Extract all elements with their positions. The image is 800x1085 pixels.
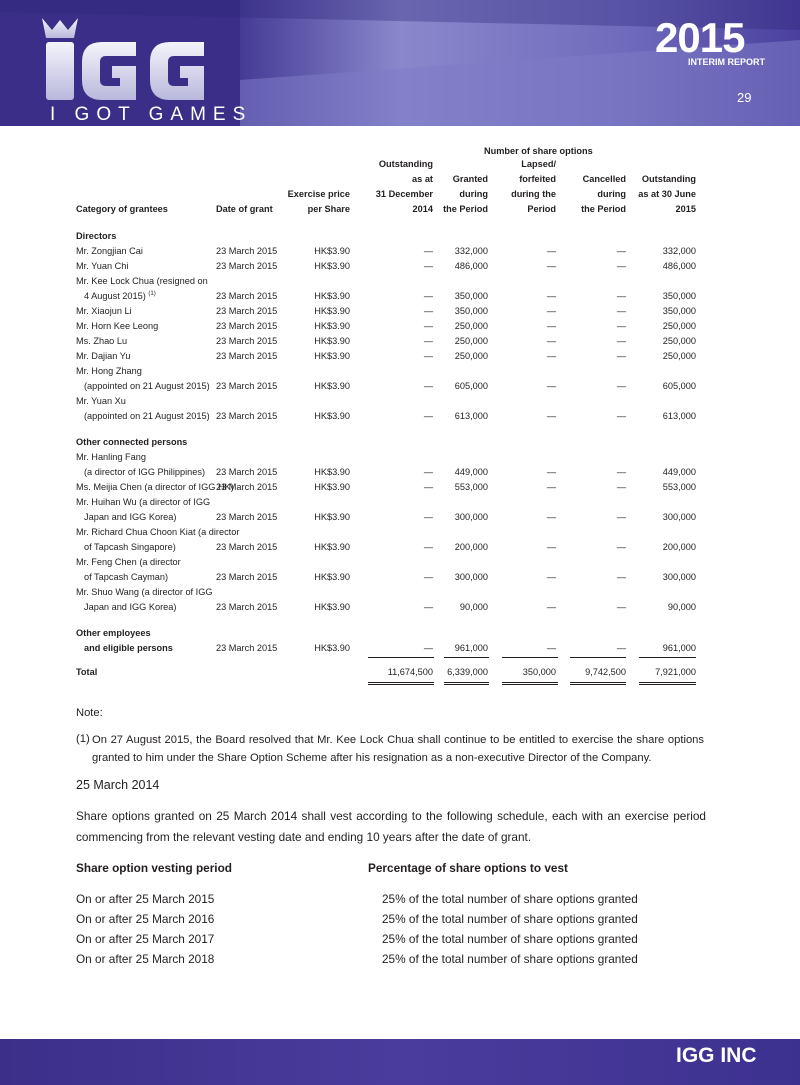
grant-date: 23 March 2015 <box>216 306 278 316</box>
grantee-name: Mr. Xiaojun Li <box>76 306 132 316</box>
col-cancelled-l2: during <box>597 189 626 199</box>
table-row <box>76 336 696 348</box>
table-row <box>76 542 696 554</box>
double-rule <box>502 682 558 685</box>
col-granted-l3: the Period <box>443 204 488 214</box>
report-label: INTERIM REPORT <box>688 57 766 67</box>
logo-tagline: I GOT GAMES <box>50 104 253 125</box>
vesting-period: On or after 25 March 2016 <box>76 912 215 926</box>
outstanding-2014: — <box>423 291 433 301</box>
outstanding-2015: 300,000 <box>662 572 696 582</box>
outstanding-2014: — <box>423 306 433 316</box>
grant-date: 23 March 2015 <box>216 381 278 391</box>
vesting-percentage-header: Percentage of share options to vest <box>368 861 568 875</box>
outstanding-2014: — <box>423 246 433 256</box>
grantee-name: Mr. Horn Kee Leong <box>76 321 159 331</box>
cancelled: — <box>616 602 626 612</box>
exercise-price: HK$3.90 <box>314 351 350 361</box>
vesting-period: On or after 25 March 2018 <box>76 952 215 966</box>
double-rule <box>368 682 434 685</box>
grant-date: 23 March 2015 <box>216 246 278 256</box>
outstanding-2015: 449,000 <box>662 467 696 477</box>
lapsed: — <box>546 381 556 391</box>
outstanding-2015: 350,000 <box>662 291 696 301</box>
note-marker: (1) <box>148 291 156 297</box>
grant-date: 23 March 2015 <box>216 351 278 361</box>
total-lapsed: 350,000 <box>522 667 556 677</box>
granted: 300,000 <box>454 572 488 582</box>
grant-date: 23 March 2015 <box>216 467 278 477</box>
outstanding-2014: — <box>423 411 433 421</box>
table-header-row-3 <box>76 189 696 201</box>
table-group-header-row <box>76 146 696 158</box>
col-lapsed-l4: Period <box>527 204 556 214</box>
table-row-line1 <box>76 587 696 599</box>
exercise-price: HK$3.90 <box>314 572 350 582</box>
col-lapsed-l2: forfeited <box>519 174 556 184</box>
outstanding-2015: 300,000 <box>662 512 696 522</box>
outstanding-2014: — <box>423 643 433 653</box>
granted: 486,000 <box>454 261 488 271</box>
double-rule <box>444 682 489 685</box>
exercise-price: HK$3.90 <box>314 411 350 421</box>
section-label: Other employees <box>76 628 151 638</box>
table-row <box>76 643 696 655</box>
granted: 605,000 <box>454 381 488 391</box>
table-row <box>76 572 696 584</box>
col-lapsed-l3: during the <box>511 189 556 199</box>
page-number: 29 <box>737 90 752 105</box>
exercise-price: HK$3.90 <box>314 643 350 653</box>
granted: 961,000 <box>454 643 488 653</box>
outstanding-2015: 250,000 <box>662 336 696 346</box>
section-heading: 25 March 2014 <box>76 778 160 792</box>
grant-date: 23 March 2015 <box>216 602 278 612</box>
exercise-price: HK$3.90 <box>314 246 350 256</box>
vesting-period: On or after 25 March 2015 <box>76 892 215 906</box>
section-label-line2: and eligible persons <box>84 643 173 653</box>
double-rule <box>570 682 626 685</box>
table-row-line1 <box>76 497 696 509</box>
lapsed: — <box>546 291 556 301</box>
table-row-line1 <box>76 276 696 288</box>
exercise-price: HK$3.90 <box>314 261 350 271</box>
grantee-name: Mr. Hanling Fang <box>76 452 146 462</box>
col-price-l1: Exercise price <box>287 189 350 199</box>
exercise-price: HK$3.90 <box>314 482 350 492</box>
outstanding-2014: — <box>423 602 433 612</box>
outstanding-2015: 250,000 <box>662 351 696 361</box>
cancelled: — <box>616 381 626 391</box>
grantee-name: Mr. Yuan Xu <box>76 396 126 406</box>
outstanding-2014: — <box>423 512 433 522</box>
table-row <box>76 411 696 423</box>
igg-logo-icon <box>40 16 220 102</box>
outstanding-2015: 486,000 <box>662 261 696 271</box>
lapsed: — <box>546 261 556 271</box>
grant-date: 23 March 2015 <box>216 336 278 346</box>
outstanding-2015: 605,000 <box>662 381 696 391</box>
lapsed: — <box>546 351 556 361</box>
grantee-name: Mr. Yuan Chi <box>76 261 129 271</box>
cancelled: — <box>616 512 626 522</box>
grantee-name: Mr. Huihan Wu (a director of IGG <box>76 497 211 507</box>
section-label: Other connected persons <box>76 437 188 447</box>
total-label: Total <box>76 667 98 677</box>
exercise-price: HK$3.90 <box>314 381 350 391</box>
table-row <box>76 246 696 258</box>
grantee-name-line2: (appointed on 21 August 2015) <box>84 381 210 391</box>
table-header-row-2 <box>76 174 696 186</box>
col-cancelled-l1: Cancelled <box>582 174 626 184</box>
table-row <box>76 602 696 614</box>
granted: 250,000 <box>454 336 488 346</box>
table-row-line1 <box>76 396 696 408</box>
col-outstanding-l3: 31 December <box>375 189 433 199</box>
grant-date: 23 March 2015 <box>216 321 278 331</box>
table-total-values <box>76 667 696 679</box>
page-header <box>0 0 800 126</box>
lapsed: — <box>546 467 556 477</box>
col-price-l2: per Share <box>307 204 350 214</box>
col-granted-l1: Granted <box>452 174 488 184</box>
lapsed: — <box>546 336 556 346</box>
table-row <box>76 467 696 479</box>
total-cancelled: 9,742,500 <box>585 667 626 677</box>
total-granted: 6,339,000 <box>447 667 488 677</box>
grantee-name-line2: Japan and IGG Korea) <box>84 602 177 612</box>
grant-date: 23 March 2015 <box>216 482 278 492</box>
grantee-name-line2: of Tapcash Cayman) <box>84 572 169 582</box>
vesting-period: On or after 25 March 2017 <box>76 932 215 946</box>
grant-date: 23 March 2015 <box>216 512 278 522</box>
vesting-percentage: 25% of the total number of share options granted <box>382 912 638 926</box>
granted: 449,000 <box>454 467 488 477</box>
col-end-l3: 2015 <box>675 204 696 214</box>
note-number: (1) <box>76 733 90 745</box>
lapsed: — <box>546 306 556 316</box>
vesting-percentage: 25% of the total number of share options granted <box>382 932 638 946</box>
rule <box>502 657 558 658</box>
grant-date: 23 March 2015 <box>216 643 278 653</box>
section-label: Directors <box>76 231 117 241</box>
outstanding-2014: — <box>423 467 433 477</box>
col-date: Date of grant <box>216 204 273 214</box>
exercise-price: HK$3.90 <box>314 336 350 346</box>
outstanding-2015: 200,000 <box>662 542 696 552</box>
col-cancelled-l3: the Period <box>581 204 626 214</box>
grantee-name-cont <box>76 291 156 301</box>
section-connected <box>76 437 696 449</box>
granted: 332,000 <box>454 246 488 256</box>
grant-date: 23 March 2015 <box>216 411 278 421</box>
cancelled: — <box>616 306 626 316</box>
col-outstanding-l1: Outstanding <box>378 159 433 169</box>
lapsed: — <box>546 572 556 582</box>
grantee-name-line2: (a director of IGG Philippines) <box>84 467 206 477</box>
total-outstanding-2015: 7,921,000 <box>655 667 696 677</box>
outstanding-2014: — <box>423 321 433 331</box>
lapsed: — <box>546 542 556 552</box>
rule <box>570 657 626 658</box>
table-row <box>76 306 696 318</box>
outstanding-2015: 90,000 <box>667 602 696 612</box>
col-category: Category of grantees <box>76 204 168 214</box>
lapsed: — <box>546 246 556 256</box>
grantee-name: Mr. Feng Chen (a director <box>76 557 181 567</box>
col-granted-l2: during <box>459 189 488 199</box>
outstanding-2015: 332,000 <box>662 246 696 256</box>
granted: 200,000 <box>454 542 488 552</box>
grantee-name: Mr. Dajian Yu <box>76 351 131 361</box>
outstanding-2014: — <box>423 336 433 346</box>
table-row <box>76 351 696 363</box>
cancelled: — <box>616 261 626 271</box>
total-outstanding-2014: 11,674,500 <box>387 667 433 677</box>
col-end-l2: as at 30 June <box>638 189 696 199</box>
cancelled: — <box>616 542 626 552</box>
table-header-row-4 <box>76 204 696 216</box>
footer-company: IGG INC <box>676 1044 757 1067</box>
table-header-row-1 <box>76 159 696 171</box>
outstanding-2014: — <box>423 482 433 492</box>
granted: 553,000 <box>454 482 488 492</box>
grantee-name-line2: Japan and IGG Korea) <box>84 512 177 522</box>
vesting-period-header: Share option vesting period <box>76 861 232 875</box>
table-row-line1 <box>76 366 696 378</box>
outstanding-2014: — <box>423 261 433 271</box>
grantee-name: Mr. Shuo Wang (a director of IGG <box>76 587 213 597</box>
note-body: On 27 August 2015, the Board resolved that Mr. Kee Lock Chua shall continue to be entitled to exercise the share options granted to him under the Share Option Scheme after his resignation as a non-executive Director of the Company. <box>92 734 704 764</box>
table-row <box>76 261 696 273</box>
lapsed: — <box>546 482 556 492</box>
granted: 350,000 <box>454 291 488 301</box>
outstanding-2015: 553,000 <box>662 482 696 492</box>
col-outstanding-l2: as at <box>412 174 433 184</box>
vesting-percentage: 25% of the total number of share options granted <box>382 892 638 906</box>
table-row <box>76 321 696 333</box>
section-directors <box>76 231 696 243</box>
exercise-price: HK$3.90 <box>314 467 350 477</box>
grantee-name: Ms. Meijia Chen (a director of IGG HK) <box>76 482 234 492</box>
exercise-price: HK$3.90 <box>314 291 350 301</box>
granted: 350,000 <box>454 306 488 316</box>
cancelled: — <box>616 246 626 256</box>
table-row-line1 <box>76 527 696 539</box>
rule <box>639 657 696 658</box>
lapsed: — <box>546 512 556 522</box>
outstanding-2014: — <box>423 351 433 361</box>
rule <box>444 657 489 658</box>
table-row <box>76 381 696 393</box>
granted: 90,000 <box>459 602 488 612</box>
col-end-l1: Outstanding <box>641 174 696 184</box>
cancelled: — <box>616 291 626 301</box>
vesting-paragraph: Share options granted on 25 March 2014 shall vest according to the following schedule, each with an exercise period commencing from the relevant vesting date and ending 10 years after the date of grant. <box>76 809 706 844</box>
grantee-name-line2: 4 August 2015) <box>84 291 146 302</box>
cancelled: — <box>616 643 626 653</box>
grantee-name-line2: of Tapcash Singapore) <box>84 542 176 552</box>
vesting-percentage: 25% of the total number of share options granted <box>382 952 638 966</box>
table-row-line1 <box>76 452 696 464</box>
cancelled: — <box>616 467 626 477</box>
section-employees <box>76 628 696 640</box>
rule <box>368 657 434 658</box>
cancelled: — <box>616 572 626 582</box>
lapsed: — <box>546 321 556 331</box>
granted: 613,000 <box>454 411 488 421</box>
table-row-line1 <box>76 557 696 569</box>
outstanding-2014: — <box>423 542 433 552</box>
cancelled: — <box>616 321 626 331</box>
exercise-price: HK$3.90 <box>314 321 350 331</box>
note-heading: Note: <box>76 707 103 719</box>
grant-date: 23 March 2015 <box>216 291 278 301</box>
table-row <box>76 291 696 303</box>
outstanding-2015: 250,000 <box>662 321 696 331</box>
grant-date: 23 March 2015 <box>216 572 278 582</box>
cancelled: — <box>616 351 626 361</box>
outstanding-2014: — <box>423 381 433 391</box>
grantee-name-line2: (appointed on 21 August 2015) <box>84 411 210 421</box>
grantee-name: Ms. Zhao Lu <box>76 336 128 346</box>
col-outstanding-l4: 2014 <box>412 204 433 214</box>
group-header: Number of share options <box>484 146 593 156</box>
grant-date: 23 March 2015 <box>216 261 278 271</box>
cancelled: — <box>616 411 626 421</box>
grant-date: 23 March 2015 <box>216 542 278 552</box>
lapsed: — <box>546 602 556 612</box>
outstanding-2014: — <box>423 572 433 582</box>
exercise-price: HK$3.90 <box>314 306 350 316</box>
table-row <box>76 512 696 524</box>
grantee-name: Mr. Hong Zhang <box>76 366 142 376</box>
cancelled: — <box>616 482 626 492</box>
cancelled: — <box>616 336 626 346</box>
grantee-name: Mr. Kee Lock Chua (resigned on <box>76 276 208 286</box>
lapsed: — <box>546 411 556 421</box>
granted: 300,000 <box>454 512 488 522</box>
exercise-price: HK$3.90 <box>314 512 350 522</box>
granted: 250,000 <box>454 321 488 331</box>
exercise-price: HK$3.90 <box>314 602 350 612</box>
granted: 250,000 <box>454 351 488 361</box>
grantee-name: Mr. Zongjian Cai <box>76 246 143 256</box>
grantee-name: Mr. Richard Chua Choon Kiat (a director <box>76 527 240 537</box>
outstanding-2015: 961,000 <box>662 643 696 653</box>
outstanding-2015: 350,000 <box>662 306 696 316</box>
outstanding-2015: 613,000 <box>662 411 696 421</box>
report-year: 2015 <box>655 14 745 61</box>
exercise-price: HK$3.90 <box>314 542 350 552</box>
lapsed: — <box>546 643 556 653</box>
double-rule <box>639 682 696 685</box>
table-row <box>76 482 696 494</box>
col-lapsed-l1: Lapsed/ <box>521 159 556 169</box>
